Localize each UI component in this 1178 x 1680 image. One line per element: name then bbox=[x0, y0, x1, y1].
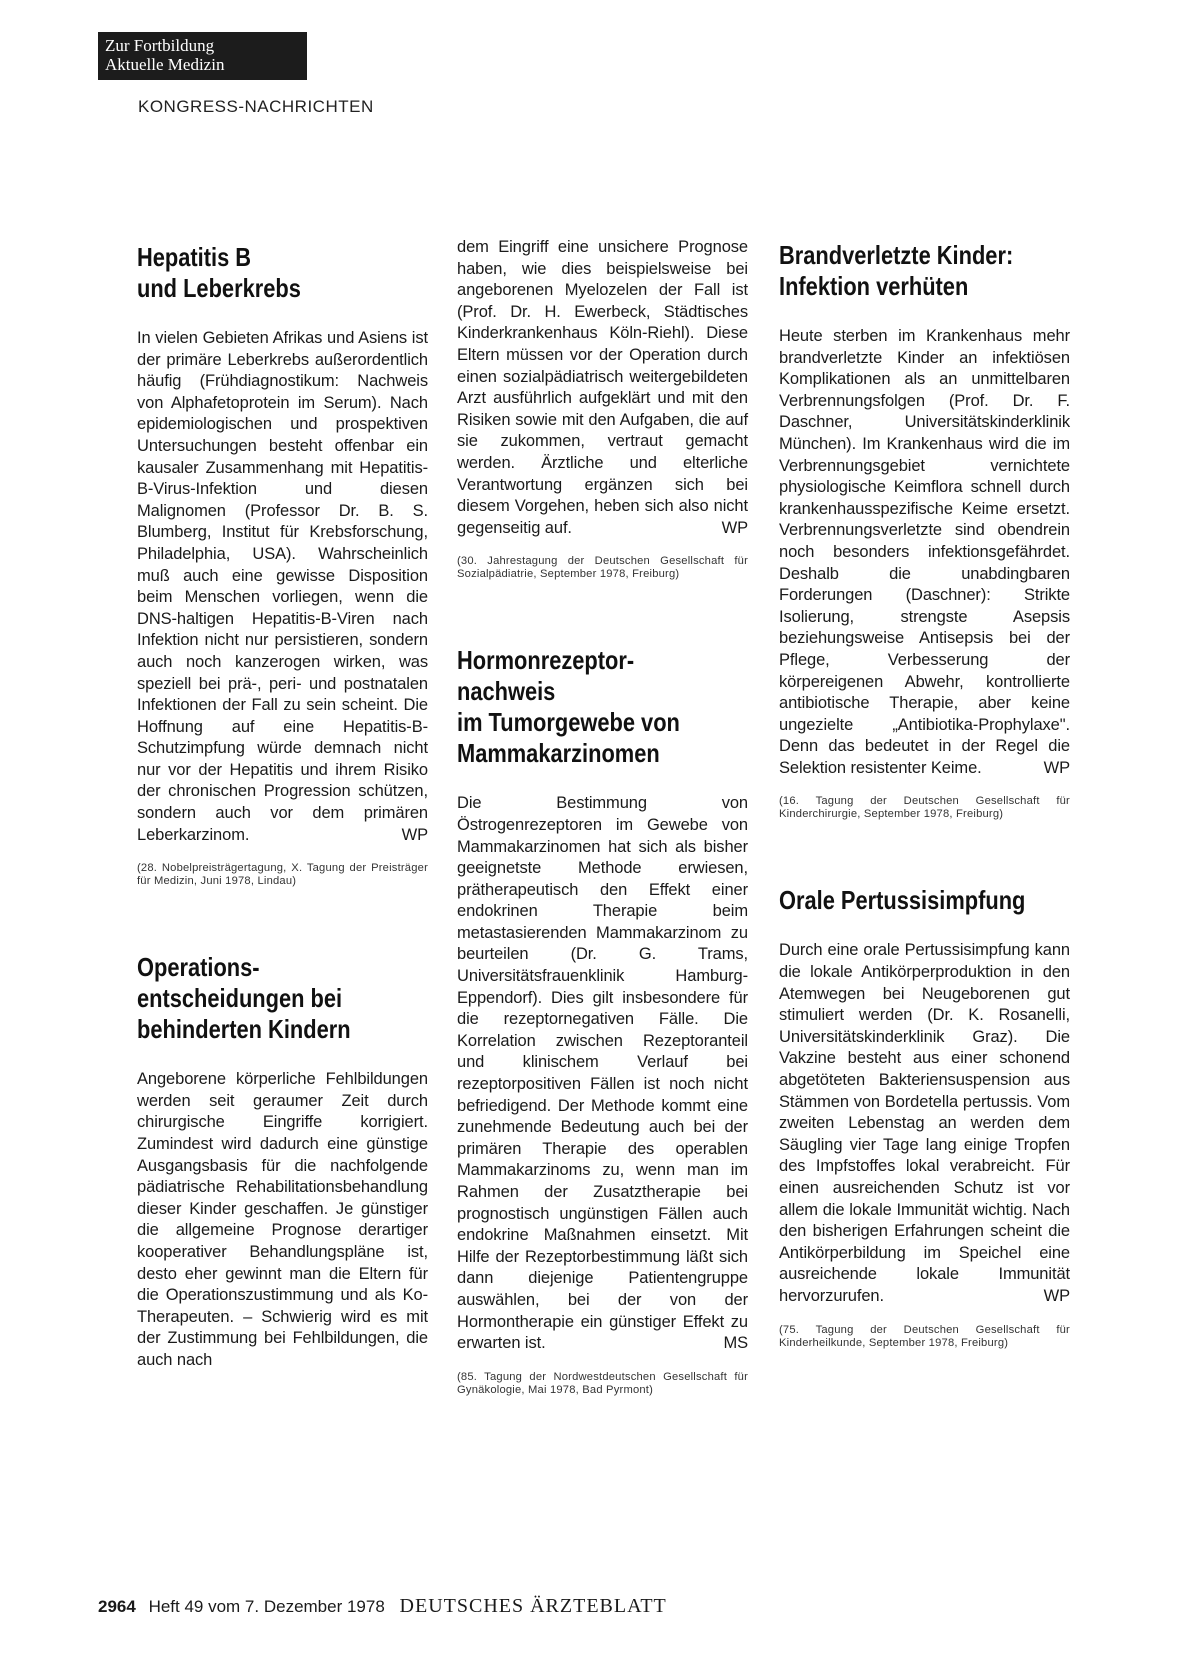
article-body-continued bbox=[457, 237, 748, 539]
article-hepatitis bbox=[137, 242, 428, 888]
article-burns bbox=[779, 240, 1070, 821]
article-hormone bbox=[457, 645, 748, 1396]
article-source: (16. Tagung der Deutschen Gesellschaft für Kinderchirurgie, September 1978, Freiburg) bbox=[779, 795, 1070, 821]
article-operations-continued bbox=[457, 237, 748, 581]
article-source: (85. Tagung der Nordwestdeutschen Gesellschaft für Gynäkologie, Mai 1978, Bad Pyrmont) bbox=[457, 1370, 748, 1396]
article-body bbox=[779, 940, 1070, 1307]
article-title: Brandverletzte Kinder: Infektion verhüten bbox=[779, 240, 1014, 301]
article-body bbox=[779, 326, 1070, 779]
article-pertussis bbox=[779, 885, 1070, 1349]
author-signature: WP bbox=[401, 825, 428, 844]
author-signature: WP bbox=[721, 518, 748, 537]
author-signature: WP bbox=[1043, 1286, 1070, 1305]
column-1 bbox=[137, 242, 428, 1372]
article-source: (75. Tagung der Deutschen Gesellschaft für Kinderheilkunde, September 1978, Freiburg) bbox=[779, 1323, 1070, 1349]
section-title: KONGRESS-NACHRICHTEN bbox=[138, 97, 374, 116]
article-body bbox=[137, 328, 428, 846]
article-source: (28. Nobelpreisträgertagung, X. Tagung der Preisträger für Medizin, Juni 1978, Lindau) bbox=[137, 862, 428, 888]
article-text: Die Bestimmung von Östrogenrezeptoren im Gewebe von Mammakarzinomen hat sich als bisher geeignetste Methode erwiesen, prätherapeutisch den Effekt einer endokrinen Therapie beim metastasierenden Mammakarzinom zu beurteilen (Dr. G. Trams, Universitätsfrauenklinik Hamburg-Eppendorf). Dies gilt insbesondere für die rezeptornegativen Fälle. Die Korrelation zwischen Rezeptoranteil und klinischem Verlauf bei rezeptorpositiven Fällen ist noch nicht befriedigend. Der Methode kommt eine zunehmende Bedeutung auch bei der primären Therapie des operablen Mammakarzinoms zu, wenn man im Rahmen der Zusatztherapie bei prognostisch ungünstigen Fällen auch endokrine Maßnahmen einsetzt. Mit Hilfe der Rezeptorbestimmung läßt sich dann diejenige Patientengruppe auswählen, bei der von der Hormontherapie ein günstiger Effekt zu erwarten ist. bbox=[457, 794, 748, 1353]
rubric-label bbox=[98, 32, 307, 80]
column-2 bbox=[457, 237, 748, 1397]
article-text: Heute sterben im Krankenhaus mehr brandverletzte Kinder an infektiösen Komplikationen als an unmittelbaren Verbrennungsfolgen (Prof. Dr. F. Daschner, Universitätskinderklinik München). Im Krankenhaus wird die im Verbrennungsgebiet vernichtete physiologische Keimflora schnell durch krankenhausspezifische Keime ersetzt. Verbrennungsverletzte sind obendrein noch besonders infektionsgefährdet. Deshalb die unabdingbaren Forderungen (Daschner): Strikte Isolierung, strengste Asepsis beziehungsweise Antisepsis bei der Pflege, Verbesserung der körpereigenen Abwehr, kontrollierte antibiotische Therapie, aber keine ungezielte „Antibiotika-Prophylaxe". Denn das bedeutet in der Regel die Selektion resistenter Keime. bbox=[779, 327, 1070, 777]
article-text: In vielen Gebieten Afrikas und Asiens ist der primäre Leberkrebs außerordentlich häufig (Frühdiagnostikum: Nachweis von Alphafetoprotein im Serum). Nach epidemiologischen und prospektiven Untersuchungen besteht offenbar ein kausaler Zusammenhang mit Hepatitis-B-Virus-Infektion und diesen Malignomen (Professor Dr. B. S. Blumberg, Institut für Krebsforschung, Philadelphia, USA). Wahrscheinlich muß auch eine gewisse Disposition beim Menschen vorliegen, wenn die DNS-haltigen Hepatitis-B-Viren nach Infektion nicht nur persistieren, sondern auch noch kanzerogen wirken, was speziell bei prä-, peri- und postnatalen Infektionen der Fall zu sein scheint. Die Hoffnung auf eine Hepatitis-B-Schutzimpfung würde demnach nicht nur vor der Hepatitis und ihrem Risiko der chronischen Progression schützen, sondern auch vor dem primären Leberkarzinom. bbox=[137, 329, 428, 844]
author-signature: WP bbox=[1043, 758, 1070, 777]
page-number: 2964 bbox=[98, 1597, 136, 1616]
article-body bbox=[457, 793, 748, 1354]
magazine-name: DEUTSCHES ÄRZTEBLATT bbox=[399, 1595, 667, 1617]
article-text: Durch eine orale Pertussisimpfung kann die lokale Antikörperproduktion in den Atemwegen bei Neugeborenen gut stimuliert werden (Dr. K. Rosanelli, Universitätskinderklinik Graz). Die Vakzine besteht aus einer schonend abgetöteten Bakteriensuspension aus Stämmen von Bordetella pertussis. Vom zweiten Lebenstag an werden dem Säugling vier Tage lang einige Tropfen des Impfstoffes lokal verabreicht. Für einen ausreichenden Schutz ist vor allem die lokale Immunität wichtig. Nach den bisherigen Erfahrungen scheint die Antikörperbildung im Speichel eine ausreichende lokale Immunität hervorzurufen. bbox=[779, 941, 1070, 1305]
page-footer bbox=[98, 1595, 667, 1618]
issue-info: Heft 49 vom 7. Dezember 1978 bbox=[148, 1597, 385, 1616]
article-body: Angeborene körperliche Fehlbildungen werden seit geraumer Zeit durch chirurgische Eingriffe korrigiert. Zumindest wird dadurch eine günstige Ausgangsbasis für die nachfolgende pädiatrische Rehabilitationsbehandlung dieser Kinder geschaffen. Je günstiger die allgemeine Prognose derartiger kooperativer Behandlungspläne ist, desto eher gewinnt man die Eltern für die Operationszustimmung und als Ko-Therapeuten. – Schwierig wird es mit der Zustimmung bei Fehlbildungen, die auch nach bbox=[137, 1070, 428, 1369]
article-title: Orale Pertussisimpfung bbox=[779, 885, 1026, 916]
author-signature: MS bbox=[723, 1334, 748, 1353]
article-text: dem Eingriff eine unsichere Prognose haben, wie dies beispielsweise bei angeborenen Myelozelen der Fall ist (Prof. Dr. H. Ewerbeck, Städtisches Kinderkrankenhaus Köln-Riehl). Diese Eltern müssen vor der Operation durch einen sozialpädiatrisch weitergebildeten Arzt ausführlich aufgeklärt und mit den Risiken sowie mit den Aufgaben, die auf sie zukommen, vertraut gemacht werden. Ärztliche und elterliche Verantwortung ergänzen sich bei diesem Vorgehen, heben sich also nicht gegenseitig auf. bbox=[457, 238, 748, 537]
article-title: Operations- entscheidungen bei behinderten Kindern bbox=[137, 952, 351, 1045]
article-operations bbox=[137, 952, 428, 1371]
rubric-line-2: Aktuelle Medizin bbox=[105, 55, 225, 74]
column-3 bbox=[779, 240, 1070, 1350]
article-title: Hepatitis B und Leberkrebs bbox=[137, 242, 301, 303]
rubric-line-1: Zur Fortbildung bbox=[105, 36, 215, 55]
article-title: Hormonrezeptor- nachweis im Tumorgewebe von Mammakarzinomen bbox=[457, 645, 680, 769]
article-source: (30. Jahrestagung der Deutschen Gesellschaft für Sozialpädiatrie, September 1978, Freiburg) bbox=[457, 555, 748, 581]
